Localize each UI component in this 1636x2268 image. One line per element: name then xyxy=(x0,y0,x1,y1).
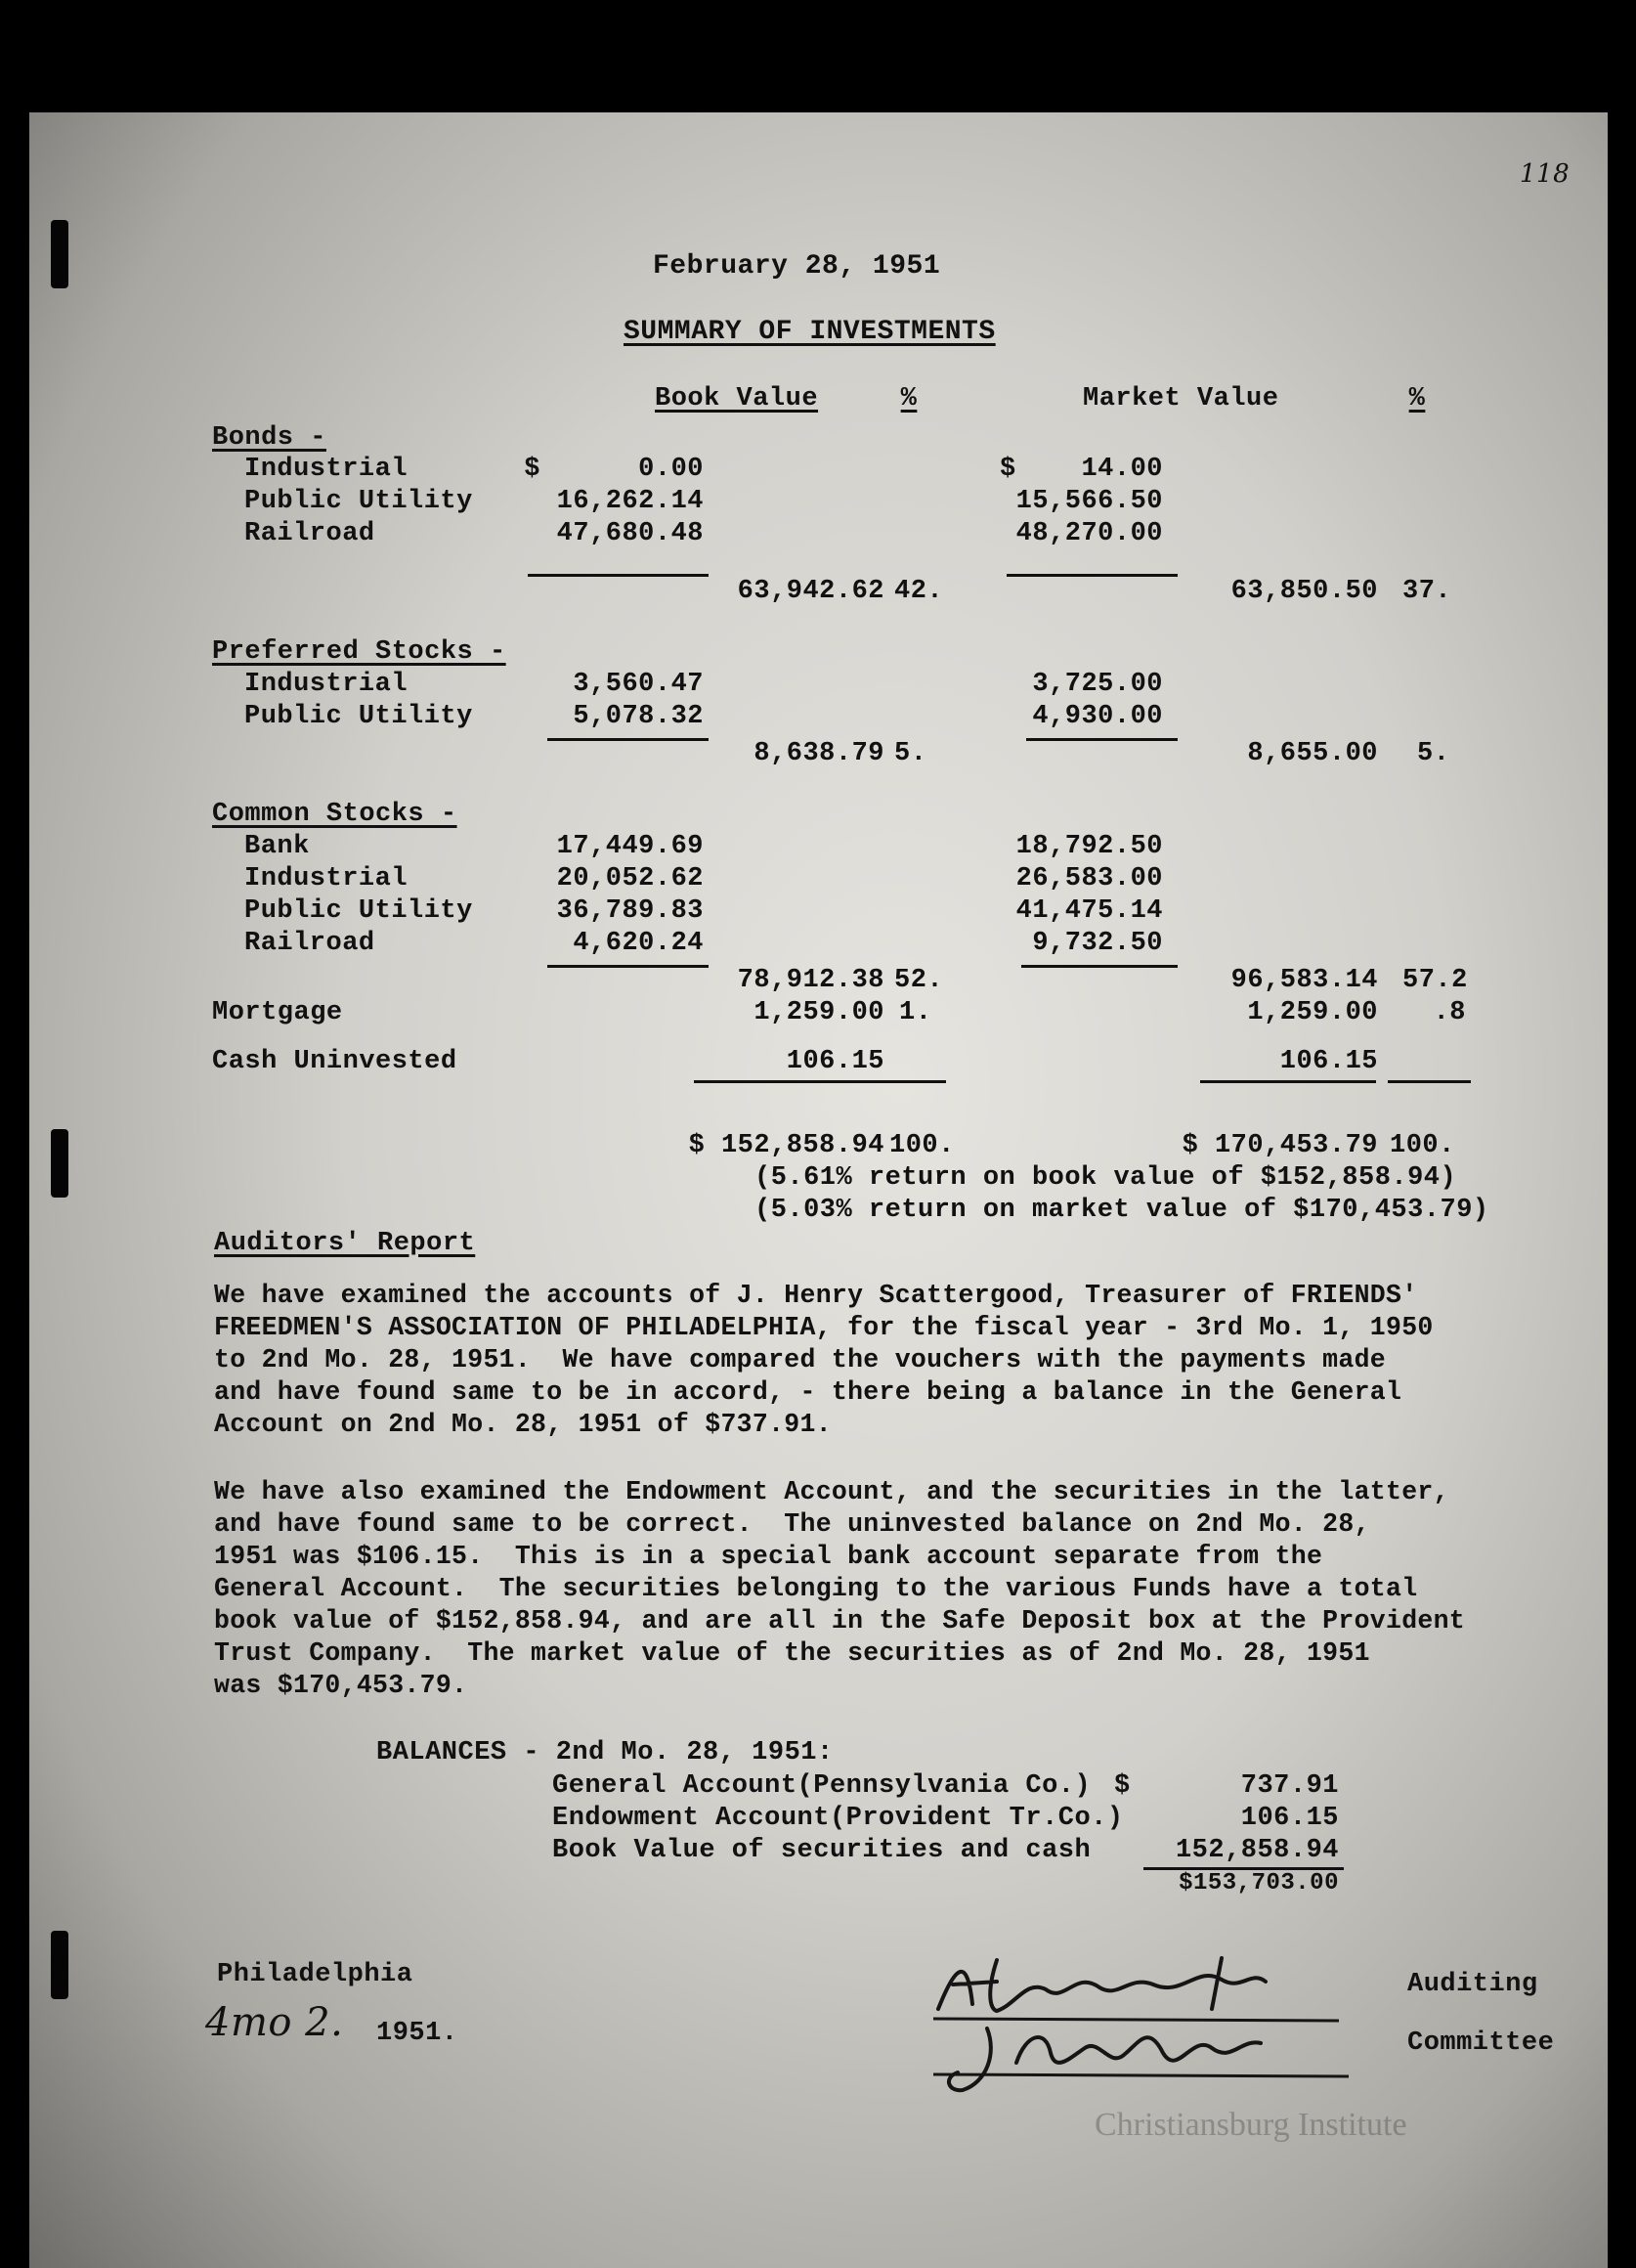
bond-market: 15,566.50 xyxy=(1015,487,1163,516)
common-heading: Common Stocks - xyxy=(212,800,457,829)
binder-tab xyxy=(51,1931,68,1999)
total-rule xyxy=(1388,1080,1471,1083)
common-book-total: 78,912.38 xyxy=(737,966,884,995)
report-line: Trust Company. The market value of the securities as of 2nd Mo. 28, 1951 xyxy=(214,1638,1370,1668)
preferred-book-total: 8,638.79 xyxy=(753,739,884,768)
common-book: 20,052.62 xyxy=(556,864,704,894)
bonds-heading: Bonds - xyxy=(212,423,326,453)
bond-market: 48,270.00 xyxy=(1015,519,1163,548)
subtotal-rule xyxy=(1026,738,1178,741)
bond-label: Industrial xyxy=(244,455,409,484)
header-book-value: Book Value xyxy=(655,384,819,414)
common-label: Public Utility xyxy=(244,896,473,926)
cash-label: Cash Uninvested xyxy=(212,1047,457,1076)
subtotal-rule xyxy=(1021,965,1178,968)
cash-market: 106.15 xyxy=(1279,1047,1378,1076)
committee-line-2: Committee xyxy=(1407,2028,1555,2058)
preferred-market: 3,725.00 xyxy=(1032,670,1163,699)
book-grand-pct: 100. xyxy=(889,1131,955,1160)
header-market-pct: % xyxy=(1408,384,1426,414)
preferred-market-total: 8,655.00 xyxy=(1247,739,1378,768)
preferred-label: Public Utility xyxy=(244,702,473,731)
page-number: 118 xyxy=(1520,159,1571,189)
subtotal-rule xyxy=(528,574,709,577)
bonds-market-pct: 37. xyxy=(1402,577,1452,606)
book-return-note: (5.61% return on book value of $152,858.94) xyxy=(754,1163,1457,1193)
report-line: was $170,453.79. xyxy=(214,1671,468,1700)
bonds-book-total: 63,942.62 xyxy=(737,577,884,606)
balance-value: 152,858.94 xyxy=(1175,1836,1339,1865)
preferred-book: 3,560.47 xyxy=(573,670,704,699)
document-date: February 28, 1951 xyxy=(653,251,941,282)
bond-book: 47,680.48 xyxy=(556,519,704,548)
report-line: 1951 was $106.15. This is in a special bank account separate from the xyxy=(214,1542,1323,1571)
common-book: 4,620.24 xyxy=(573,929,704,958)
common-book: 36,789.83 xyxy=(556,896,704,926)
report-line: We have also examined the Endowment Account, and the securities in the latter, xyxy=(214,1477,1449,1506)
balance-label: Book Value of securities and cash xyxy=(552,1836,1092,1865)
document-title: SUMMARY OF INVESTMENTS xyxy=(624,317,996,347)
total-rule xyxy=(1200,1080,1376,1083)
bond-book: $ 0.00 xyxy=(524,455,704,484)
mortgage-market-pct: .8 xyxy=(1433,998,1466,1027)
year: 1951. xyxy=(376,2019,458,2048)
common-market: 18,792.50 xyxy=(1015,832,1163,861)
report-line: and have found same to be in accord, - there being a balance in the General xyxy=(214,1377,1402,1407)
common-book-pct: 52. xyxy=(894,966,944,995)
preferred-heading: Preferred Stocks - xyxy=(212,637,506,667)
bond-label: Public Utility xyxy=(244,487,473,516)
bonds-book-pct: 42. xyxy=(894,577,944,606)
market-return-note: (5.03% return on market value of $170,453.79) xyxy=(754,1196,1489,1225)
report-line: Account on 2nd Mo. 28, 1951 of $737.91. xyxy=(214,1410,832,1439)
preferred-market-pct: 5. xyxy=(1417,739,1450,768)
common-label: Bank xyxy=(244,832,310,861)
handwritten-date: 4mo 2. xyxy=(205,2000,344,2045)
balances-heading: BALANCES - 2nd Mo. 28, 1951: xyxy=(376,1738,834,1767)
book-grand-total: $ 152,858.94 xyxy=(688,1131,884,1160)
document-page xyxy=(29,112,1608,2268)
mortgage-label: Mortgage xyxy=(212,998,343,1027)
report-line: and have found same to be correct. The uninvested balance on 2nd Mo. 28, xyxy=(214,1509,1370,1539)
balance-dollar: $ xyxy=(1114,1771,1131,1801)
common-label: Railroad xyxy=(244,929,375,958)
common-market-pct: 57.2 xyxy=(1402,966,1468,995)
common-market: 26,583.00 xyxy=(1015,864,1163,894)
bond-book: 16,262.14 xyxy=(556,487,704,516)
common-book: 17,449.69 xyxy=(556,832,704,861)
mortgage-book-pct: 1. xyxy=(899,998,932,1027)
common-label: Industrial xyxy=(244,864,409,894)
market-grand-pct: 100. xyxy=(1390,1131,1455,1160)
report-line: book value of $152,858.94, and are all in the Safe Deposit box at the Provident xyxy=(214,1606,1466,1636)
balance-label: Endowment Account(Provident Tr.Co.) xyxy=(552,1804,1124,1833)
market-grand-total: $ 170,453.79 xyxy=(1182,1131,1378,1160)
balance-label: General Account(Pennsylvania Co.) xyxy=(552,1771,1092,1801)
binder-tab xyxy=(51,220,68,288)
preferred-label: Industrial xyxy=(244,670,409,699)
preferred-book-pct: 5. xyxy=(894,739,927,768)
preferred-market: 4,930.00 xyxy=(1032,702,1163,731)
common-market: 9,732.50 xyxy=(1032,929,1163,958)
header-book-pct: % xyxy=(900,384,918,414)
report-line: to 2nd Mo. 28, 1951. We have compared the vouchers with the payments made xyxy=(214,1345,1386,1374)
report-line: General Account. The securities belonging to the various Funds have a total xyxy=(214,1574,1418,1603)
balance-value: 737.91 xyxy=(1240,1771,1339,1801)
subtotal-rule xyxy=(547,738,709,741)
cash-book: 106.15 xyxy=(786,1047,884,1076)
balance-value: 106.15 xyxy=(1240,1804,1339,1833)
header-market-value: Market Value xyxy=(1083,384,1279,414)
bond-market: $ 14.00 xyxy=(999,455,1163,484)
preferred-book: 5,078.32 xyxy=(573,702,704,731)
watermark: Christiansburg Institute xyxy=(1095,2107,1407,2143)
auditors-heading: Auditors' Report xyxy=(214,1229,476,1258)
mortgage-market: 1,259.00 xyxy=(1247,998,1378,1027)
total-rule xyxy=(694,1080,889,1083)
common-market-total: 96,583.14 xyxy=(1230,966,1378,995)
mortgage-book: 1,259.00 xyxy=(753,998,884,1027)
place: Philadelphia xyxy=(217,1960,413,1989)
bond-label: Railroad xyxy=(244,519,375,548)
subtotal-rule xyxy=(547,965,709,968)
balance-total: $153,703.00 xyxy=(1179,1870,1339,1897)
total-rule xyxy=(887,1080,946,1083)
report-line: FREEDMEN'S ASSOCIATION OF PHILADELPHIA, for the fiscal year - 3rd Mo. 1, 1950 xyxy=(214,1313,1434,1342)
bonds-market-total: 63,850.50 xyxy=(1230,577,1378,606)
report-line: We have examined the accounts of J. Henry Scattergood, Treasurer of FRIENDS' xyxy=(214,1281,1418,1310)
common-market: 41,475.14 xyxy=(1015,896,1163,926)
subtotal-rule xyxy=(1007,574,1178,577)
binder-tab xyxy=(51,1129,68,1198)
committee-line-1: Auditing xyxy=(1407,1970,1538,1999)
